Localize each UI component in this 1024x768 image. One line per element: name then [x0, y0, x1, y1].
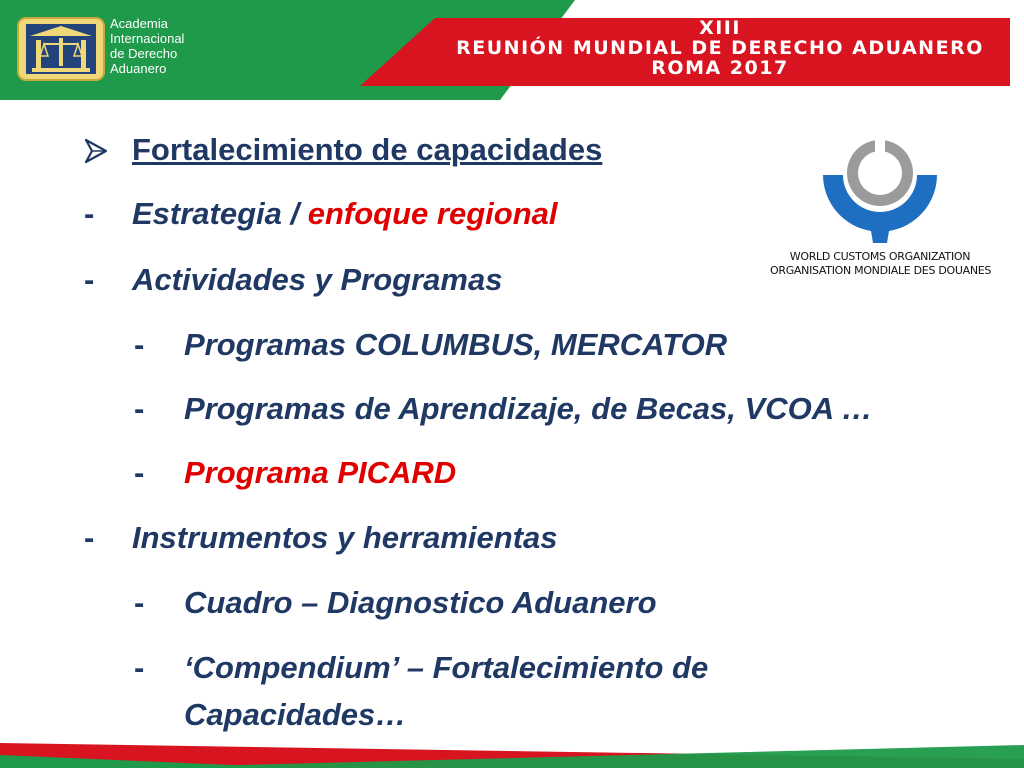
bullet-dash: -: [134, 391, 145, 426]
arrow-bullet-icon: [80, 136, 110, 166]
bullet-dash: -: [84, 262, 95, 297]
wco-name-en: WORLD CUSTOMS ORGANIZATION: [789, 250, 971, 263]
bullet-instruments: [84, 520, 558, 556]
diagnostic-text: Cuadro – Diagnostico Aduanero: [184, 585, 657, 620]
learning-text: Programas de Aprendizaje, de Becas, VCOA …: [184, 391, 873, 426]
academy-line-1: Academia: [110, 16, 168, 31]
bullet-dash: -: [134, 650, 145, 685]
picard-text: Programa PICARD: [184, 455, 457, 490]
bullet-dash: -: [84, 196, 95, 231]
sub-bullet-picard: [134, 455, 457, 491]
sub-bullet-compendium: [134, 650, 709, 686]
bullet-activities: [84, 262, 503, 298]
academy-line-2: Internacional: [110, 31, 185, 46]
conference-place-year: ROMA 2017: [651, 57, 789, 79]
strategy-text: Estrategia /: [132, 196, 308, 231]
section-title: Fortalecimiento de capacidades: [132, 132, 603, 167]
conference-name: REUNIÓN MUNDIAL DE DERECHO ADUANERO: [456, 37, 984, 59]
academy-line-3: de Derecho: [110, 46, 178, 61]
bullet-dash: -: [84, 520, 95, 555]
strategy-highlight: enfoque regional: [307, 196, 558, 231]
activities-text: Actividades y Programas: [132, 262, 503, 297]
sub-bullet-diagnostic: [134, 585, 657, 621]
compendium-text-1: ‘Compendium’ – Fortalecimiento de: [184, 650, 709, 685]
bullet-dash: -: [134, 455, 145, 490]
bullet-dash: -: [134, 585, 145, 620]
compendium-continuation: Capacidades…: [184, 697, 407, 732]
programs-text: Programas COLUMBUS, MERCATOR: [184, 327, 728, 362]
wco-name-fr: ORGANISATION MONDIALE DES DOUANES: [770, 264, 992, 277]
footer-bar: [0, 735, 1024, 768]
instruments-text: Instrumentos y herramientas: [132, 520, 558, 555]
sub-bullet-learning: [134, 391, 873, 427]
academy-line-4: Aduanero: [110, 61, 167, 76]
bullet-dash: -: [134, 327, 145, 362]
sub-bullet-programs: [134, 327, 728, 363]
conference-edition: XIII: [699, 17, 741, 39]
bullet-strategy: [84, 196, 558, 232]
